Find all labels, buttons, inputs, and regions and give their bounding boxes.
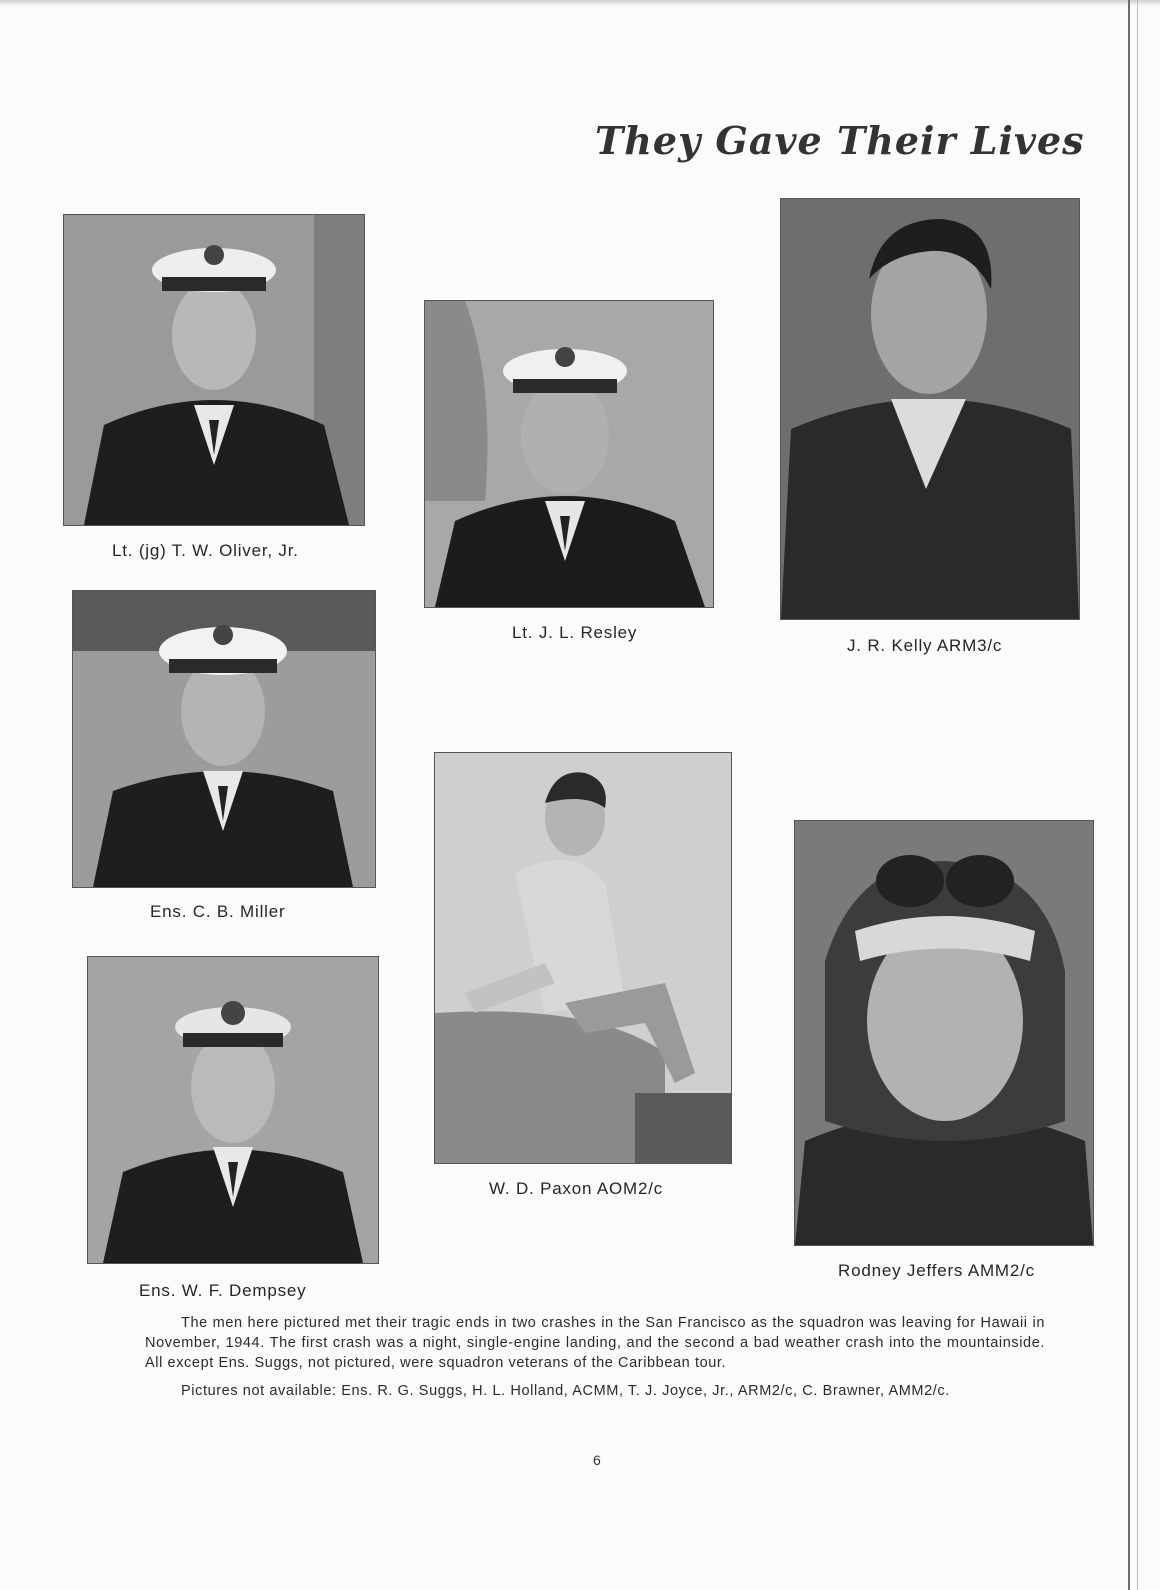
- paragraph-crashes: The men here pictured met their tragic ends in two crashes in the San Francisco as the squadron was leaving for Hawaii in November, 1944. The first crash was a night, single-engine landing, and the second a bad weather crash into the mountainside. All except Ens. Suggs, not pictured, were squadron veterans of the Caribbean tour.: [145, 1315, 1045, 1371]
- photo-kelly: [780, 198, 1080, 620]
- caption-jeffers: Rodney Jeffers AMM2/c: [838, 1261, 1035, 1280]
- caption-resley: Lt. J. L. Resley: [512, 623, 638, 642]
- photo-dempsey: [87, 956, 379, 1264]
- page-binding-fold: [1128, 0, 1130, 1590]
- paragraph-pictures-not-available: Pictures not available: Ens. R. G. Suggs, H. L. Holland, ACMM, T. J. Joyce, Jr., ARM2/c, C. Brawner, AMM2/c.: [181, 1383, 950, 1399]
- body-text: [145, 1313, 1045, 1401]
- photo-oliver: [63, 214, 365, 526]
- photo-resley: [424, 300, 714, 608]
- caption-kelly: J. R. Kelly ARM3/c: [847, 636, 1003, 655]
- caption-oliver: Lt. (jg) T. W. Oliver, Jr.: [112, 541, 299, 560]
- page-number: 6: [593, 1452, 601, 1468]
- photo-jeffers: [794, 820, 1094, 1246]
- caption-dempsey: Ens. W. F. Dempsey: [139, 1281, 307, 1300]
- page-top-edge: [0, 0, 1160, 6]
- photo-paxon: [434, 752, 732, 1164]
- page-binding-fold-shadow: [1137, 0, 1138, 1590]
- caption-paxon: W. D. Paxon AOM2/c: [489, 1179, 664, 1198]
- page-title: They Gave Their Lives: [595, 118, 1085, 163]
- caption-miller: Ens. C. B. Miller: [150, 902, 286, 921]
- photo-miller: [72, 590, 376, 888]
